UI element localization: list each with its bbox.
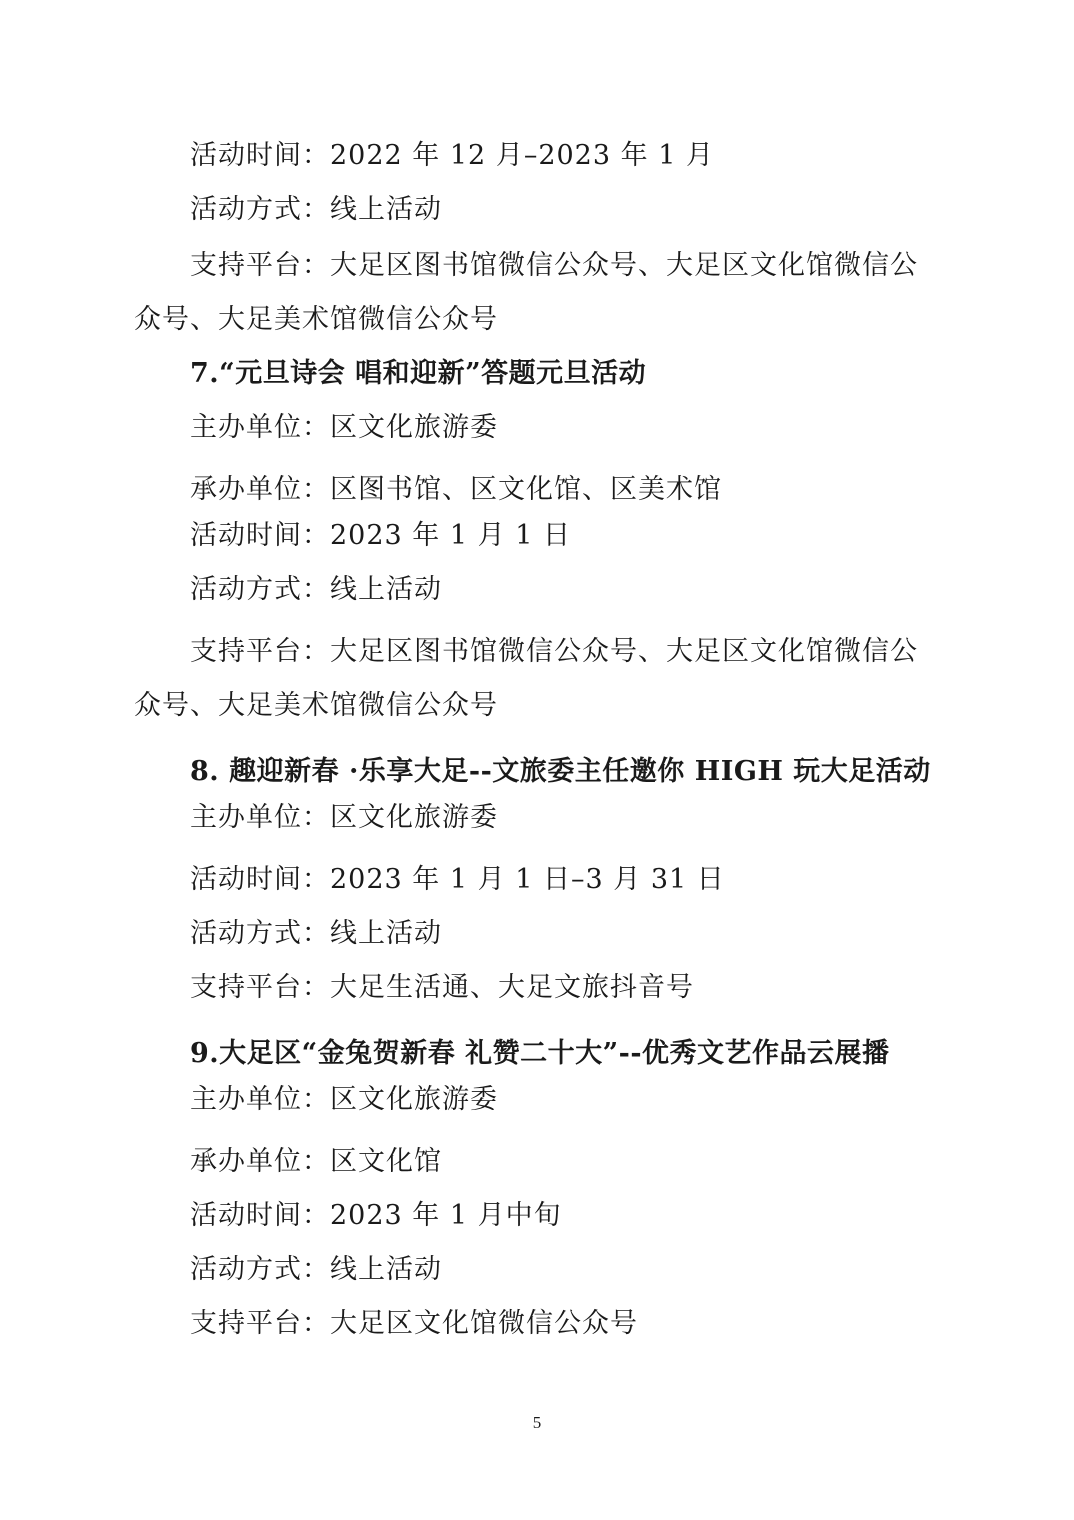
item-9-time: 活动时间：2023 年 1 月中旬 xyxy=(190,1200,562,1231)
activity-time-text: 活动时间：2022 年 12 月–2023 年 1 月 xyxy=(190,140,714,171)
page-number: 5 xyxy=(532,1413,542,1432)
item-8-time: 活动时间：2023 年 1 月 1 日–3 月 31 日 xyxy=(190,864,725,895)
item-8-organizer: 主办单位：区文化旅游委 xyxy=(190,802,498,833)
item-8-platform: 支持平台：大足生活通、大足文旅抖音号 xyxy=(190,972,694,1003)
item-7-platform: 支持平台：大足区图书馆微信公众号、大足区文化馆微信公 xyxy=(190,636,918,667)
item-9-organizer: 主办单位：区文化旅游委 xyxy=(190,1084,498,1115)
item-8-heading: 8. 趣迎新春 ·乐享大足--文旅委主任邀你 HIGH 玩大足活动 xyxy=(190,756,931,787)
item-8-method: 活动方式：线上活动 xyxy=(190,918,442,949)
item-7-platform-continuation: 众号、大足美术馆微信公众号 xyxy=(134,690,498,721)
item-9-method: 活动方式：线上活动 xyxy=(190,1254,442,1285)
support-platform-continuation: 众号、大足美术馆微信公众号 xyxy=(134,304,498,335)
support-platform-text: 支持平台：大足区图书馆微信公众号、大足区文化馆微信公 xyxy=(190,250,918,281)
item-7-organizer: 主办单位：区文化旅游委 xyxy=(190,412,498,443)
item-7-heading: 7.“元旦诗会 唱和迎新”答题元旦活动 xyxy=(190,358,647,389)
item-9-heading: 9.大足区“金兔贺新春 礼赞二十大”--优秀文艺作品云展播 xyxy=(190,1038,890,1069)
item-7-co-organizer: 承办单位：区图书馆、区文化馆、区美术馆 xyxy=(190,474,722,505)
item-9-platform: 支持平台：大足区文化馆微信公众号 xyxy=(190,1308,638,1339)
activity-method-text: 活动方式：线上活动 xyxy=(190,194,442,225)
item-9-co-organizer: 承办单位：区文化馆 xyxy=(190,1146,442,1177)
item-7-method: 活动方式：线上活动 xyxy=(190,574,442,605)
item-7-time: 活动时间：2023 年 1 月 1 日 xyxy=(190,520,571,551)
